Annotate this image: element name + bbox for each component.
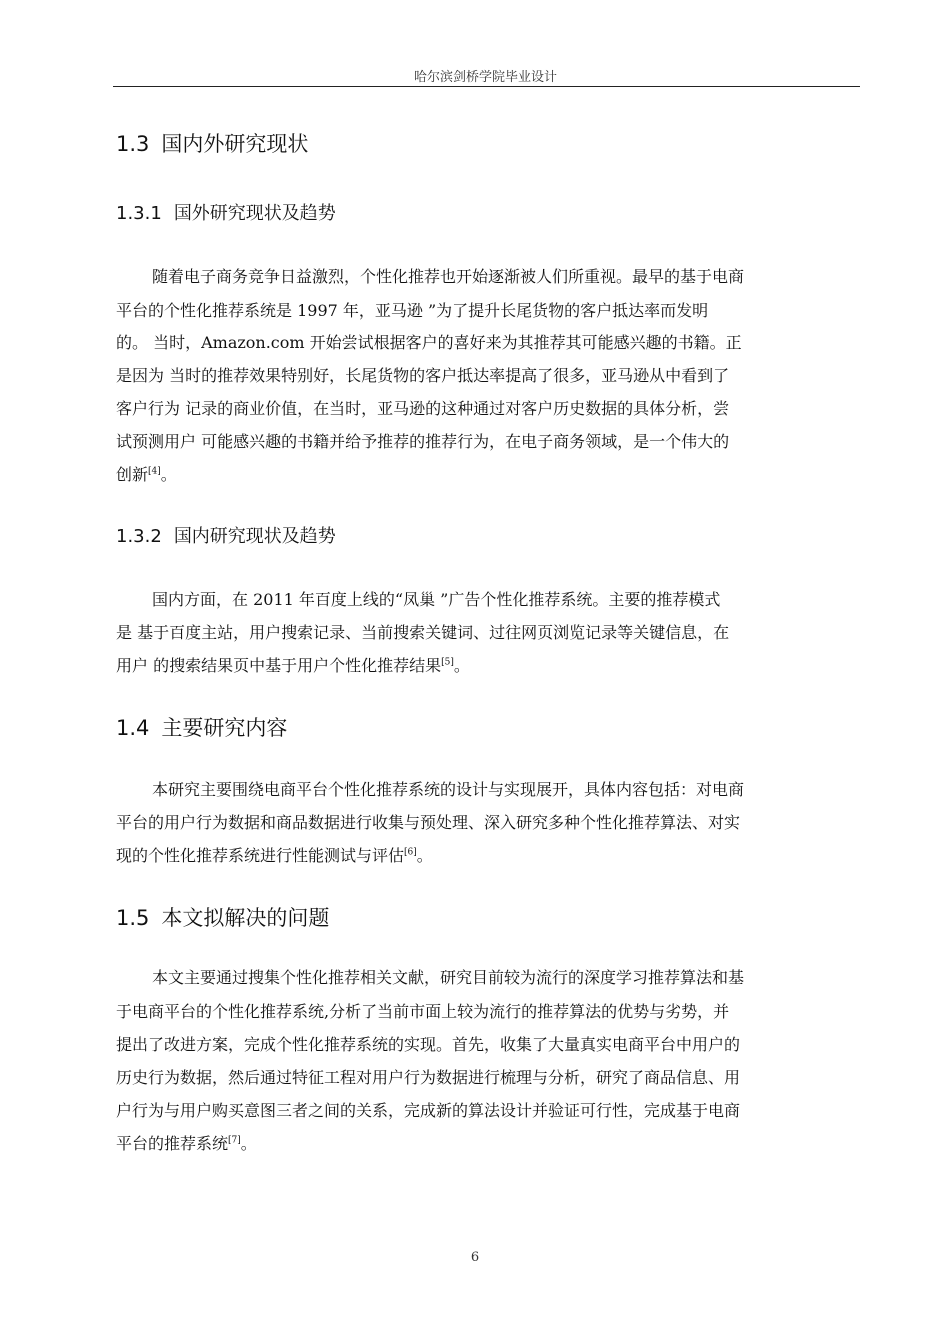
text-line: 国内方面，在 2011 年百度上线的“凤巢 ”广告个性化推荐系统。主要的推荐模式	[152, 590, 721, 609]
section-number: 1.5	[116, 906, 150, 930]
citation: [5]	[441, 657, 454, 668]
section-number: 1.3.2	[116, 526, 162, 547]
text-line: 试预测用户 可能感兴趣的书籍并给予推荐的推荐行为，在电子商务领域，是一个伟大的	[116, 432, 730, 451]
section-heading-1-3-2	[116, 522, 336, 548]
text-span: 创新	[116, 465, 149, 484]
page-header-title: 哈尔滨剑桥学院毕业设计	[413, 70, 557, 85]
section-heading-1-4	[116, 712, 287, 742]
page-number: 6	[470, 1250, 480, 1265]
text-span: 平台的推荐系统	[116, 1134, 229, 1153]
section-title: 主要研究内容	[161, 716, 288, 740]
text-line: 是因为 当时的推荐效果特别好，长尾货物的客户抵达率提高了很多，亚马逊从中看到了	[116, 366, 730, 385]
text-span: 。	[240, 1134, 257, 1153]
text-line-last	[116, 465, 177, 485]
text-span: 现的个性化推荐系统进行性能测试与评估	[116, 846, 405, 865]
section-title: 国外研究现状及趋势	[173, 203, 336, 224]
section-number: 1.3.1	[116, 203, 162, 224]
section-title: 国内外研究现状	[161, 132, 309, 156]
citation: [6]	[404, 847, 417, 858]
section-number: 1.4	[116, 716, 150, 740]
text-line-last	[116, 846, 433, 866]
text-line: 的。 当时，Amazon.com 开始尝试根据客户的喜好来为其推荐其可能感兴趣的书籍。正	[116, 333, 742, 352]
text-line: 是 基于百度主站，用户搜索记录、当前搜索关键词、过往网页浏览记录等关键信息，在	[116, 623, 730, 642]
section-title: 本文拟解决的问题	[161, 906, 330, 930]
text-span: 用户 的搜索结果页中基于用户个性化推荐结果	[116, 656, 442, 675]
text-span: 。	[453, 656, 470, 675]
text-line: 本研究主要围绕电商平台个性化推荐系统的设计与实现展开，具体内容包括：对电商	[152, 780, 745, 799]
section-heading-1-3	[116, 128, 308, 158]
text-line: 户行为与用户购买意图三者之间的关系，完成新的算法设计并验证可行性，完成基于电商	[116, 1101, 741, 1120]
text-span: 。	[416, 846, 433, 865]
citation: [4]	[148, 466, 161, 477]
section-heading-1-3-1	[116, 199, 336, 225]
text-line: 随着电子商务竞争日益激烈，个性化推荐也开始逐渐被人们所重视。最早的基于电商	[152, 267, 745, 286]
section-number: 1.3	[116, 132, 150, 156]
text-line: 平台的用户行为数据和商品数据进行收集与预处理、深入研究多种个性化推荐算法、对实	[116, 813, 741, 832]
citation: [7]	[228, 1135, 241, 1146]
text-line: 平台的个性化推荐系统是 1997 年，亚马逊 ”为了提升长尾货物的客户抵达率而发明	[116, 301, 709, 320]
text-line-last	[116, 1134, 257, 1154]
section-title: 国内研究现状及趋势	[173, 526, 336, 547]
text-line: 于电商平台的个性化推荐系统,分析了当前市面上较为流行的推荐算法的优势与劣势，并	[116, 1002, 730, 1021]
header-divider	[113, 86, 860, 87]
section-heading-1-5	[116, 902, 329, 932]
text-line: 历史行为数据，然后通过特征工程对用户行为数据进行梳理与分析，研究了商品信息、用	[116, 1068, 741, 1087]
text-line: 客户行为 记录的商业价值，在当时，亚马逊的这种通过对客户历史数据的具体分析，尝	[116, 399, 730, 418]
text-line: 本文主要通过搜集个性化推荐相关文献，研究目前较为流行的深度学习推荐算法和基	[152, 968, 745, 987]
text-line-last	[116, 656, 470, 676]
text-span: 。	[160, 465, 177, 484]
text-line: 提出了改进方案，完成个性化推荐系统的实现。首先，收集了大量真实电商平台中用户的	[116, 1035, 741, 1054]
